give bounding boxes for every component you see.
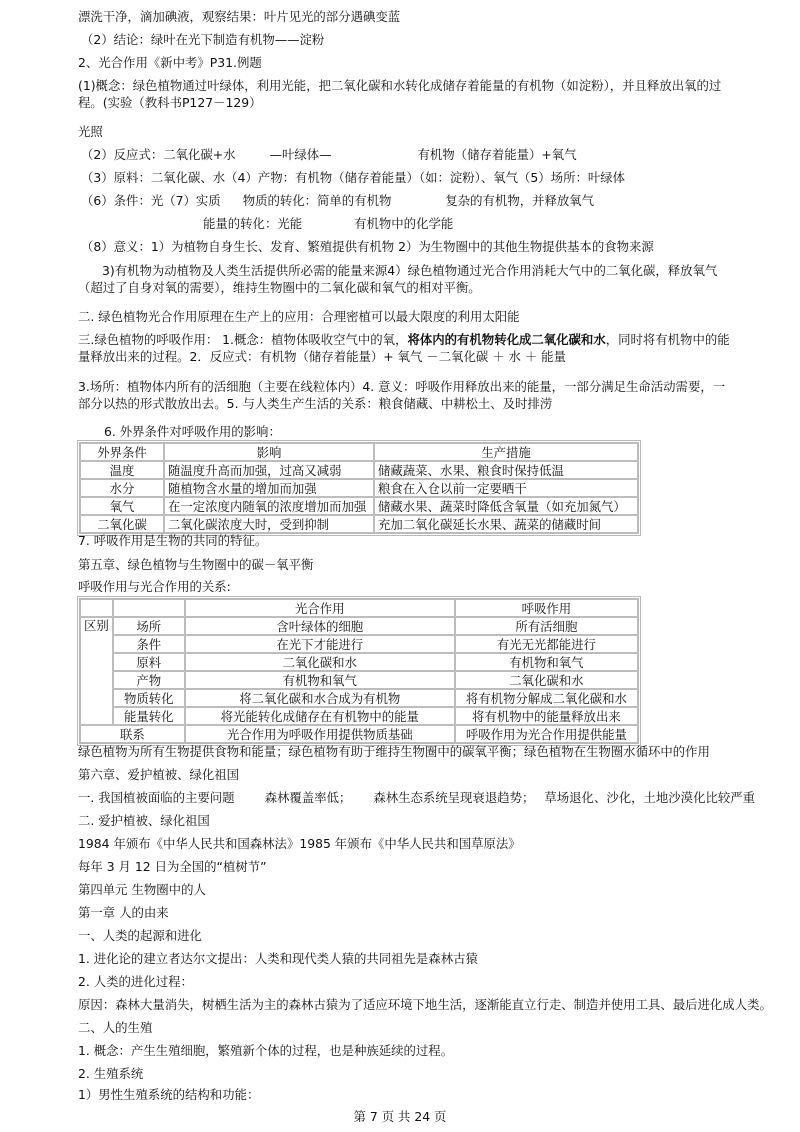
table-row: [80, 497, 638, 515]
text-line: 1. 进化论的建立者达尔文提出：人类和现代类人猿的共同祖先是森林古猿: [78, 951, 478, 966]
table-cell: 条件: [113, 635, 185, 653]
table-cell: 有光无光都能进行: [455, 635, 638, 653]
table-cell: 所有活细胞: [455, 617, 638, 635]
text-line: 二. 爱护植被、绿化祖国: [78, 813, 210, 828]
table-header-row: [80, 599, 638, 617]
text-fragment: （2）反应式：二氧化碳+水: [81, 147, 236, 162]
text-line: 2. 人类的进化过程：: [78, 974, 193, 989]
table-cell: 氧气: [80, 497, 164, 515]
table-cell: 光合作用为呼吸作用提供物质基础: [185, 725, 455, 743]
paragraph: 3)有机物为动植物及人类生活提供所必需的能量来源4）绿色植物通过光合作用消耗大气中的二氧化碳，释放氧气（超过了自身对氧的需要），维持生物圈中的二氧化碳和氧气的相对平衡。: [78, 263, 718, 295]
table-cell: 有机物和氧气: [455, 653, 638, 671]
table-group-label: 区别: [80, 617, 113, 725]
table-header: [80, 599, 113, 617]
table-cell: 联系: [80, 725, 185, 743]
table-cell: 储藏蔬菜、水果、粮食时保持低温: [374, 461, 638, 479]
table-cell: 粮食在入仓以前一定要晒干: [374, 479, 638, 497]
table-row: [80, 617, 638, 635]
text-line: 7. 呼吸作用是生物的共同的特征。: [78, 533, 268, 548]
table-row: [80, 689, 638, 707]
table-header: 生产措施: [374, 443, 638, 461]
text-line: 1. 概念：产生生殖细胞，繁殖新个体的过程，也是种族延续的过程。: [78, 1043, 454, 1058]
table-cell: 二氧化碳和水: [455, 671, 638, 689]
bold-text: 将体内的有机物转化成二氧化碳和水: [407, 332, 606, 347]
table-row: [80, 479, 638, 497]
text-line: 6. 外界条件对呼吸作用的影响：: [104, 424, 281, 439]
text-line: 一、人类的起源和进化: [78, 928, 202, 943]
text-line: 光照: [78, 124, 103, 139]
table-cell: 温度: [80, 461, 164, 479]
text-fragment: 森林生态系统呈现衰退趋势；: [373, 790, 535, 805]
table-header: [113, 599, 185, 617]
table-cell: 将光能转化成储存在有机物中的能量: [185, 707, 455, 725]
section-heading: 第六章、爱护植被、绿化祖国: [78, 767, 240, 782]
table-row: [80, 515, 638, 533]
section-heading: 第四单元 生物圈中的人: [78, 882, 206, 897]
text-fragment: ，同时将有机物中的能量释放出来的过程。2．反应式：有机物（储存着能量）+ 氧气 －二氧化碳 ＋ 水 ＋ 能量: [78, 332, 730, 364]
table-cell: 将有机物分解成二氧化碳和水: [455, 689, 638, 707]
table-header: 影响: [164, 443, 374, 461]
text-fragment: 有机物中的化学能: [354, 216, 454, 231]
table-header: 呼吸作用: [455, 599, 638, 617]
paragraph: 3.场所：植物体内所有的活细胞（主要在线粒体内）4. 意义：呼吸作用释放出来的能量，一部分满足生命活动需要，一部分以热的形式散放出去。5. 与人类生产生活的关系：粮食储藏、中耕松土、及时排涝: [78, 379, 726, 411]
section-heading: 第五章、绿色植物与生物圈中的碳－氧平衡: [78, 557, 314, 572]
text-line: [203, 215, 800, 232]
table-row: [80, 707, 638, 725]
table-header: 外界条件: [80, 443, 164, 461]
table-cell: 二氧化碳: [80, 515, 164, 533]
table-row: [80, 635, 638, 653]
text-line: 二. 绿色植物光合作用原理在生产上的应用：合理密植可以最大限度的利用太阳能: [78, 309, 520, 324]
respiration-conditions-table: [77, 440, 641, 536]
text-line: （2）结论：绿叶在光下制造有机物——淀粉: [81, 32, 325, 47]
table-cell: 含叶绿体的细胞: [185, 617, 455, 635]
text-fragment: 能量的转化：光能: [203, 216, 303, 231]
text-line: 漂洗干净，滴加碘液，观察结果：叶片见光的部分遇碘变蓝: [78, 9, 401, 24]
text-line: [81, 146, 731, 163]
table-header-row: [80, 443, 638, 461]
table-cell: 在一定浓度内随氧的浓度增加而加强: [164, 497, 374, 515]
table-cell: 随植物含水量的增加而加强: [164, 479, 374, 497]
table-cell: 充加二氧化碳延长水果、蔬菜的储藏时间: [374, 515, 638, 533]
table-cell: 在光下才能进行: [185, 635, 455, 653]
text-fragment: 物质的转化：简单的有机物: [242, 193, 392, 208]
table-cell: 产物: [113, 671, 185, 689]
text-line: 2、光合作用《新中考》P31.例题: [78, 55, 262, 70]
page-number: 第 7 页 共 24 页: [353, 1109, 447, 1124]
table-row: [80, 461, 638, 479]
text-fragment: 森林覆盖率低；: [264, 790, 352, 805]
text-fragment: 有机物（储存着能量）+氧气: [417, 147, 577, 162]
text-line: 二、人的生殖: [78, 1020, 153, 1035]
text-fragment: 草场退化、沙化，土地沙漠化比较严重: [544, 790, 756, 805]
table-cell: 二氧化碳浓度大时，受到抑制: [164, 515, 374, 533]
text-line: 1）男性生殖系统的结构和功能：: [78, 1087, 260, 1102]
text-fragment: 三.绿色植物的呼吸作用： 1.概念：植物体吸收空气中的氧，: [78, 332, 408, 347]
paragraph: [78, 331, 730, 365]
table-cell: 呼吸作用为光合作用提供能量: [455, 725, 638, 743]
text-fragment: 复杂的有机物，并释放氧气: [445, 193, 595, 208]
text-line: 1984 年颁布《中华人民共和国森林法》1985 年颁布《中华人民共和国草原法》: [78, 836, 521, 851]
table-cell: 水分: [80, 479, 164, 497]
text-line: [78, 789, 756, 806]
table-cell: 将有机物中的能量释放出来: [455, 707, 638, 725]
text-line: 每年 3 月 12 日为全国的“植树节”: [78, 859, 267, 874]
text-line: 原因：森林大量消失，树栖生活为主的森林古猿为了适应环境下地生活，逐渐能直立行走、制造并使用工具、最后进化成人类。: [78, 997, 772, 1012]
table-cell: 能量转化: [113, 707, 185, 725]
table-row: [80, 671, 638, 689]
text-fragment: —叶绿体—: [269, 147, 332, 162]
text-line: 呼吸作用与光合作用的关系:: [78, 579, 231, 594]
table-row: [80, 725, 638, 743]
table-cell: 场所: [113, 617, 185, 635]
text-line: 绿色植物为所有生物提供食物和能量；绿色植物有助于维持生物圈中的碳氧平衡；绿色植物在生物圈水循环中的作用: [78, 744, 710, 759]
text-line: [81, 192, 731, 209]
table-row: [80, 653, 638, 671]
section-heading: 第一章 人的由来: [78, 905, 169, 920]
table-header: 光合作用: [185, 599, 455, 617]
text-fragment: 一. 我国植被面临的主要问题: [78, 790, 235, 805]
text-fragment: （6）条件：光（7）实质: [81, 193, 221, 208]
paragraph: (1)概念：绿色植物通过叶绿体，利用光能，把二氧化碳和水转化成储存着能量的有机物（如淀粉），并且释放出氧的过程。(实验（教科书P127－129）: [78, 78, 722, 110]
text-line: （8）意义：1）为植物自身生长、发育、繁殖提供有机物 2）为生物圈中的其他生物提供基本的食物来源: [81, 239, 654, 254]
table-cell: 储藏水果、蔬菜时降低含氧量（如充加氮气）: [374, 497, 638, 515]
table-cell: 二氧化碳和水: [185, 653, 455, 671]
table-cell: 物质转化: [113, 689, 185, 707]
text-line: （3）原料：二氧化碳、水（4）产物：有机物（储存着能量）（如：淀粉）、氧气（5）场所：叶绿体: [81, 170, 626, 185]
table-cell: 原料: [113, 653, 185, 671]
photosynthesis-respiration-table: [77, 596, 641, 746]
text-line: 2. 生殖系统: [78, 1066, 144, 1081]
table-cell: 将二氧化碳和水合成为有机物: [185, 689, 455, 707]
table-cell: 有机物和氧气: [185, 671, 455, 689]
table-cell: 随温度升高而加强，过高又减弱: [164, 461, 374, 479]
